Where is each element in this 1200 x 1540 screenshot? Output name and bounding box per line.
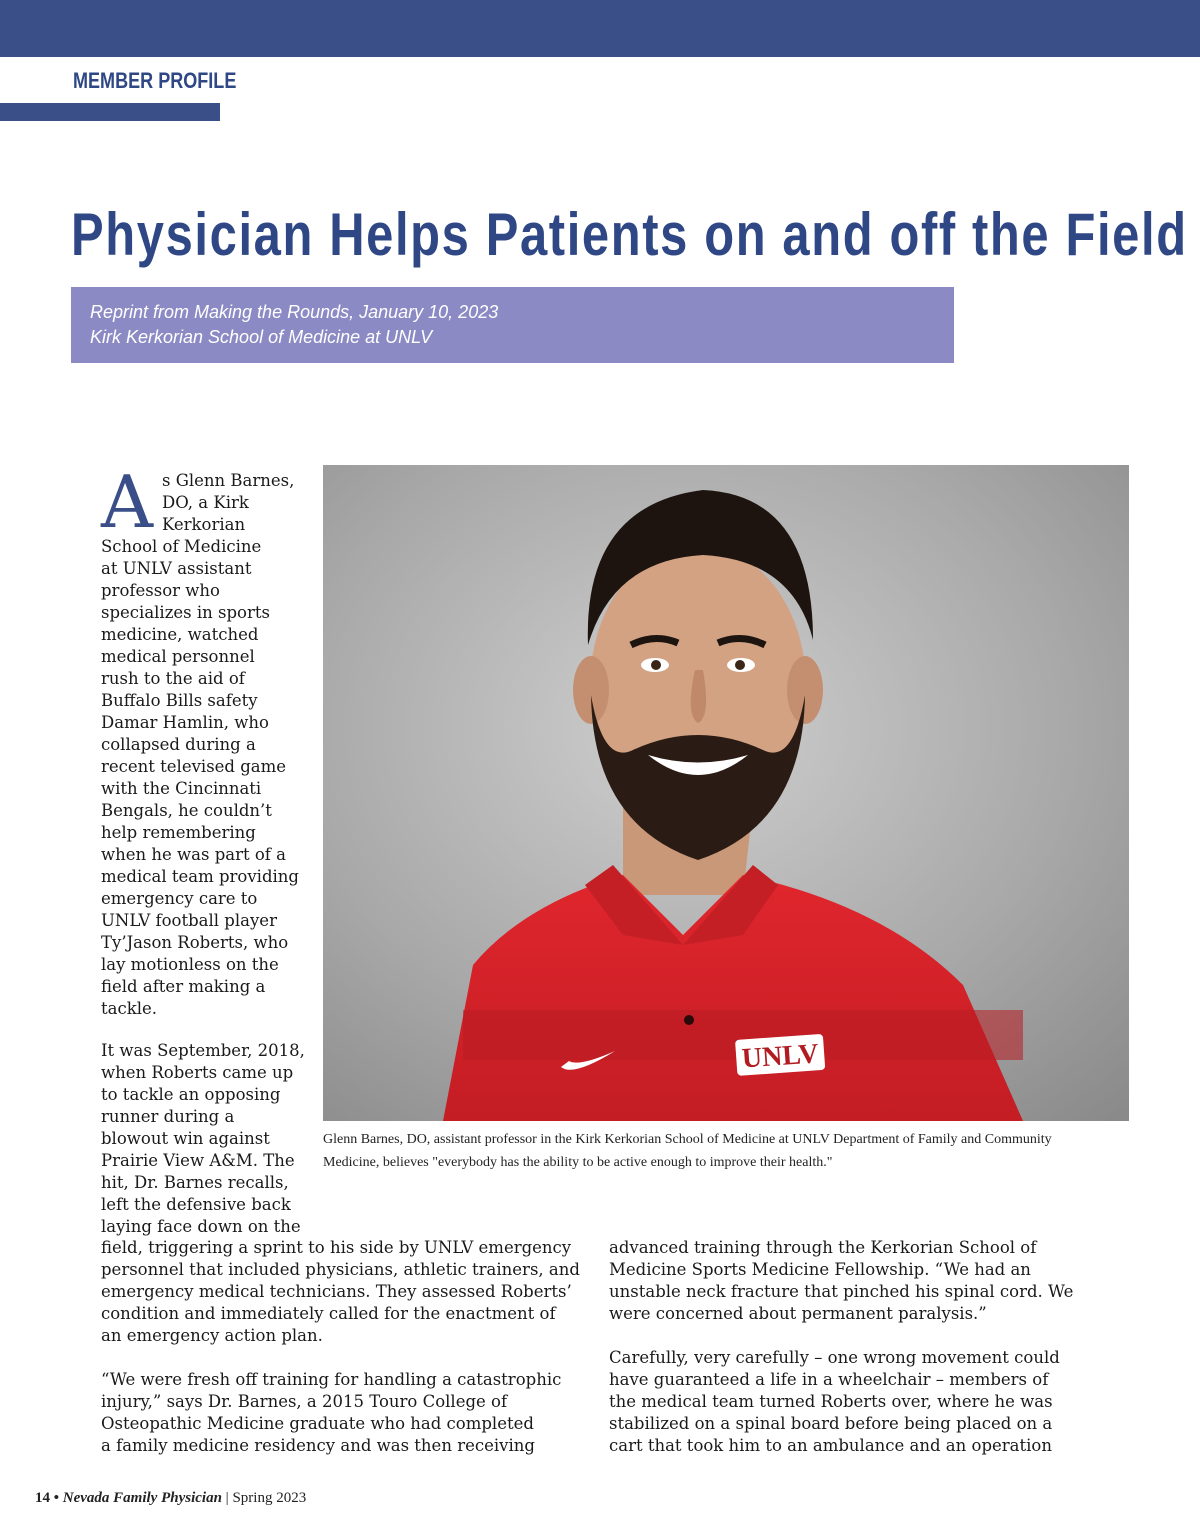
section-label: MEMBER PROFILE [73, 68, 237, 93]
body-line: at UNLV assistant [101, 559, 252, 578]
body-line: stabilized on a spinal board before being placed on a [609, 1414, 1053, 1433]
body-line: School of Medicine [101, 537, 262, 556]
body-line: left the defensive back [101, 1195, 291, 1214]
body-line: condition and immediately called for the enactment of [101, 1304, 556, 1323]
portrait-illustration [323, 465, 1129, 1121]
body-line: were concerned about permanent paralysis.” [609, 1304, 987, 1323]
issue-date: Spring 2023 [232, 1490, 307, 1506]
caption-line: Medicine, believes "everybody has the ability to be active enough to improve their health." [323, 1155, 833, 1170]
body-line: unstable neck fracture that pinched his spinal cord. We [609, 1282, 1074, 1301]
body-line: Ty’Jason Roberts, who [101, 933, 289, 952]
body-line: Damar Hamlin, who [101, 713, 269, 732]
body-line: It was September, 2018, [101, 1041, 305, 1060]
top-banner-bar [0, 0, 1200, 57]
body-line: rush to the aid of [101, 669, 245, 688]
body-line: collapsed during a [101, 735, 256, 754]
body-line: Osteopathic Medicine graduate who had completed [101, 1414, 534, 1433]
body-line: medical personnel [101, 647, 255, 666]
section-rule [0, 103, 220, 121]
body-line: emergency care to [101, 889, 258, 908]
reprint-institution: Kirk Kerkorian School of Medicine at UNLV [90, 327, 433, 347]
body-line: runner during a [101, 1107, 235, 1126]
body-line: an emergency action plan. [101, 1326, 323, 1345]
article-headline: Physician Helps Patients on and off the Field [71, 201, 1188, 268]
body-line: Prairie View A&M. The [101, 1151, 295, 1170]
body-line: emergency medical technicians. They assessed Roberts’ [101, 1282, 572, 1301]
body-line: personnel that included physicians, athletic trainers, and [101, 1260, 580, 1279]
body-line: to tackle an opposing [101, 1085, 281, 1104]
body-line: a family medicine residency and was then receiving [101, 1436, 535, 1455]
body-line: cart that took him to an ambulance and an operation [609, 1436, 1052, 1455]
body-line: help remembering [101, 823, 256, 842]
drop-cap: A [101, 460, 153, 544]
page-footer [35, 1490, 306, 1507]
body-line: have guaranteed a life in a wheelchair – members of [609, 1370, 1049, 1389]
reprint-source: Reprint from Making the Rounds, January 10, 2023 [90, 302, 499, 322]
page-number: 14 [35, 1490, 50, 1506]
publication-name: Nevada Family Physician [62, 1490, 222, 1506]
body-line: when Roberts came up [101, 1063, 294, 1082]
body-line: laying face down on the [101, 1217, 301, 1236]
body-line: injury,” says Dr. Barnes, a 2015 Touro College of [101, 1392, 508, 1411]
body-line: when he was part of a [101, 845, 286, 864]
body-line: advanced training through the Kerkorian School of [609, 1238, 1037, 1257]
body-line: Buffalo Bills safety [101, 691, 258, 710]
body-line: UNLV football player [101, 911, 277, 930]
body-line: specializes in sports [101, 603, 270, 622]
body-line: “We were fresh off training for handling a catastrophic [101, 1370, 562, 1389]
body-line: the medical team turned Roberts over, where he was [609, 1392, 1053, 1411]
body-line: field, triggering a sprint to his side by UNLV emergency [101, 1238, 572, 1257]
footer-bullet: • [53, 1490, 60, 1506]
footer-separator: | [225, 1490, 229, 1506]
body-line: s Glenn Barnes, [162, 471, 295, 490]
body-line: Bengals, he couldn’t [101, 801, 272, 820]
body-line: blowout win against [101, 1129, 270, 1148]
body-line: Kerkorian [162, 515, 246, 534]
body-line: Medicine Sports Medicine Fellowship. “We had an [609, 1260, 1031, 1279]
body-line: tackle. [101, 999, 157, 1018]
caption-line: Glenn Barnes, DO, assistant professor in the Kirk Kerkorian School of Medicine at UNLV Department of Family and Community [323, 1132, 1052, 1147]
body-line: professor who [101, 581, 220, 600]
body-line: field after making a [101, 977, 266, 996]
body-line: medical team providing [101, 867, 299, 886]
body-line: recent televised game [101, 757, 287, 776]
body-line: hit, Dr. Barnes recalls, [101, 1173, 289, 1192]
body-line: medicine, watched [101, 625, 259, 644]
body-line: DO, a Kirk [162, 493, 249, 512]
portrait-photo [323, 465, 1129, 1121]
body-line: lay motionless on the [101, 955, 279, 974]
body-line: with the Cincinnati [101, 779, 262, 798]
photo-caption [323, 1128, 1129, 1174]
body-line: Carefully, very carefully – one wrong movement could [609, 1348, 1060, 1367]
reprint-banner [71, 287, 954, 363]
shirt-logo-text: UNLV [740, 1038, 820, 1075]
